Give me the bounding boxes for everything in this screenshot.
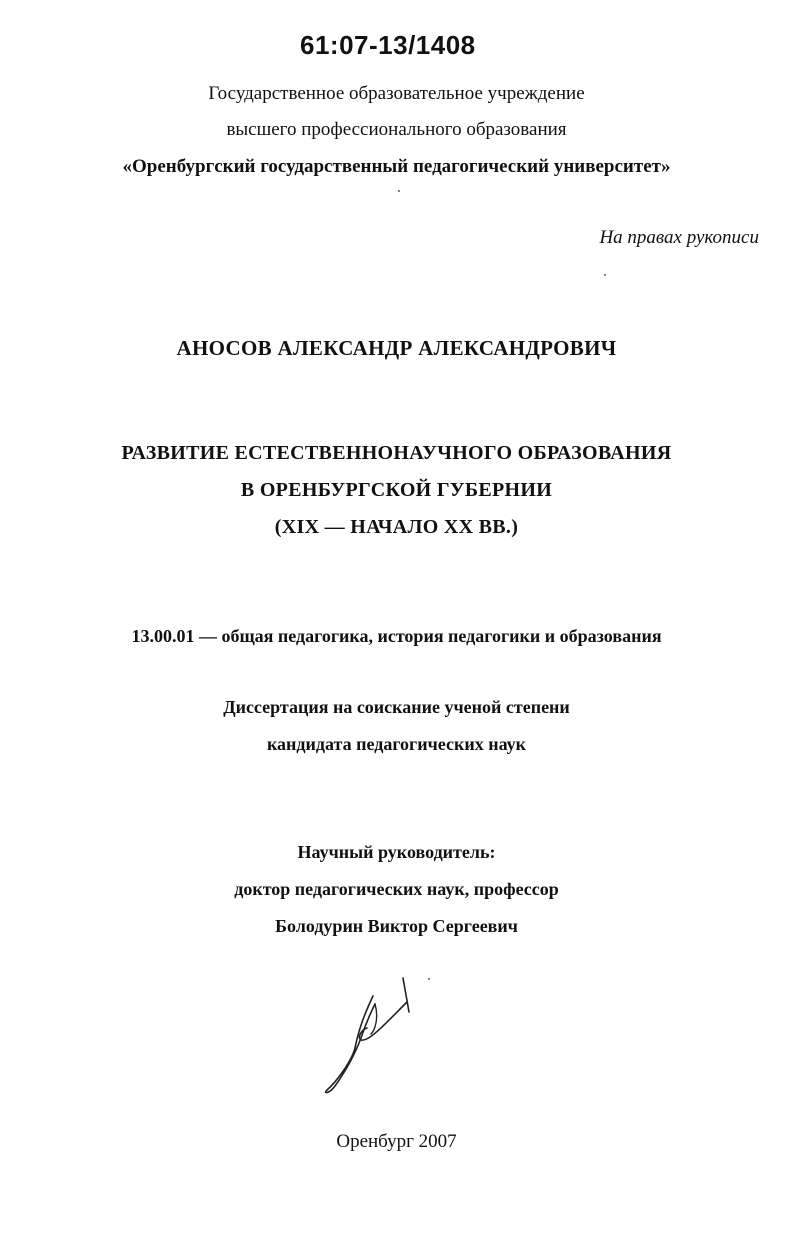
degree-line-1: Диссертация на соискание ученой степени <box>223 697 570 717</box>
university-name: «Оренбургский государственный педагогический университет» <box>122 156 671 177</box>
scan-speck <box>398 190 400 192</box>
archive-code: 61:07-13/1408 <box>300 30 476 60</box>
supervisor-label: Научный руководитель: <box>297 842 496 862</box>
institution-line-2: высшего профессионального образования <box>226 119 567 140</box>
title-line-1: РАЗВИТИЕ ЕСТЕСТВЕННОНАУЧНОГО ОБРАЗОВАНИЯ <box>121 442 672 464</box>
scan-speck <box>428 978 430 980</box>
supervisor-rank: доктор педагогических наук, профессор <box>234 879 559 899</box>
institution-line-1: Государственное образовательное учреждение <box>208 83 585 104</box>
author-name: АНОСОВ АЛЕКСАНДР АЛЕКСАНДРОВИЧ <box>176 336 617 360</box>
title-line-2: В ОРЕНБУРГСКОЙ ГУБЕРНИИ <box>240 479 553 501</box>
manuscript-note: На правах рукописи <box>599 227 759 248</box>
title-line-3: (XIX — НАЧАЛО XX ВВ.) <box>274 516 519 538</box>
specialty: 13.00.01 — общая педагогика, история педагогики и образования <box>131 626 662 646</box>
signature-icon <box>315 968 445 1098</box>
degree-line-2: кандидата педагогических наук <box>266 734 527 754</box>
scan-speck <box>604 274 606 276</box>
supervisor-name: Болодурин Виктор Сергеевич <box>275 916 518 936</box>
city-year: Оренбург 2007 <box>336 1131 457 1152</box>
